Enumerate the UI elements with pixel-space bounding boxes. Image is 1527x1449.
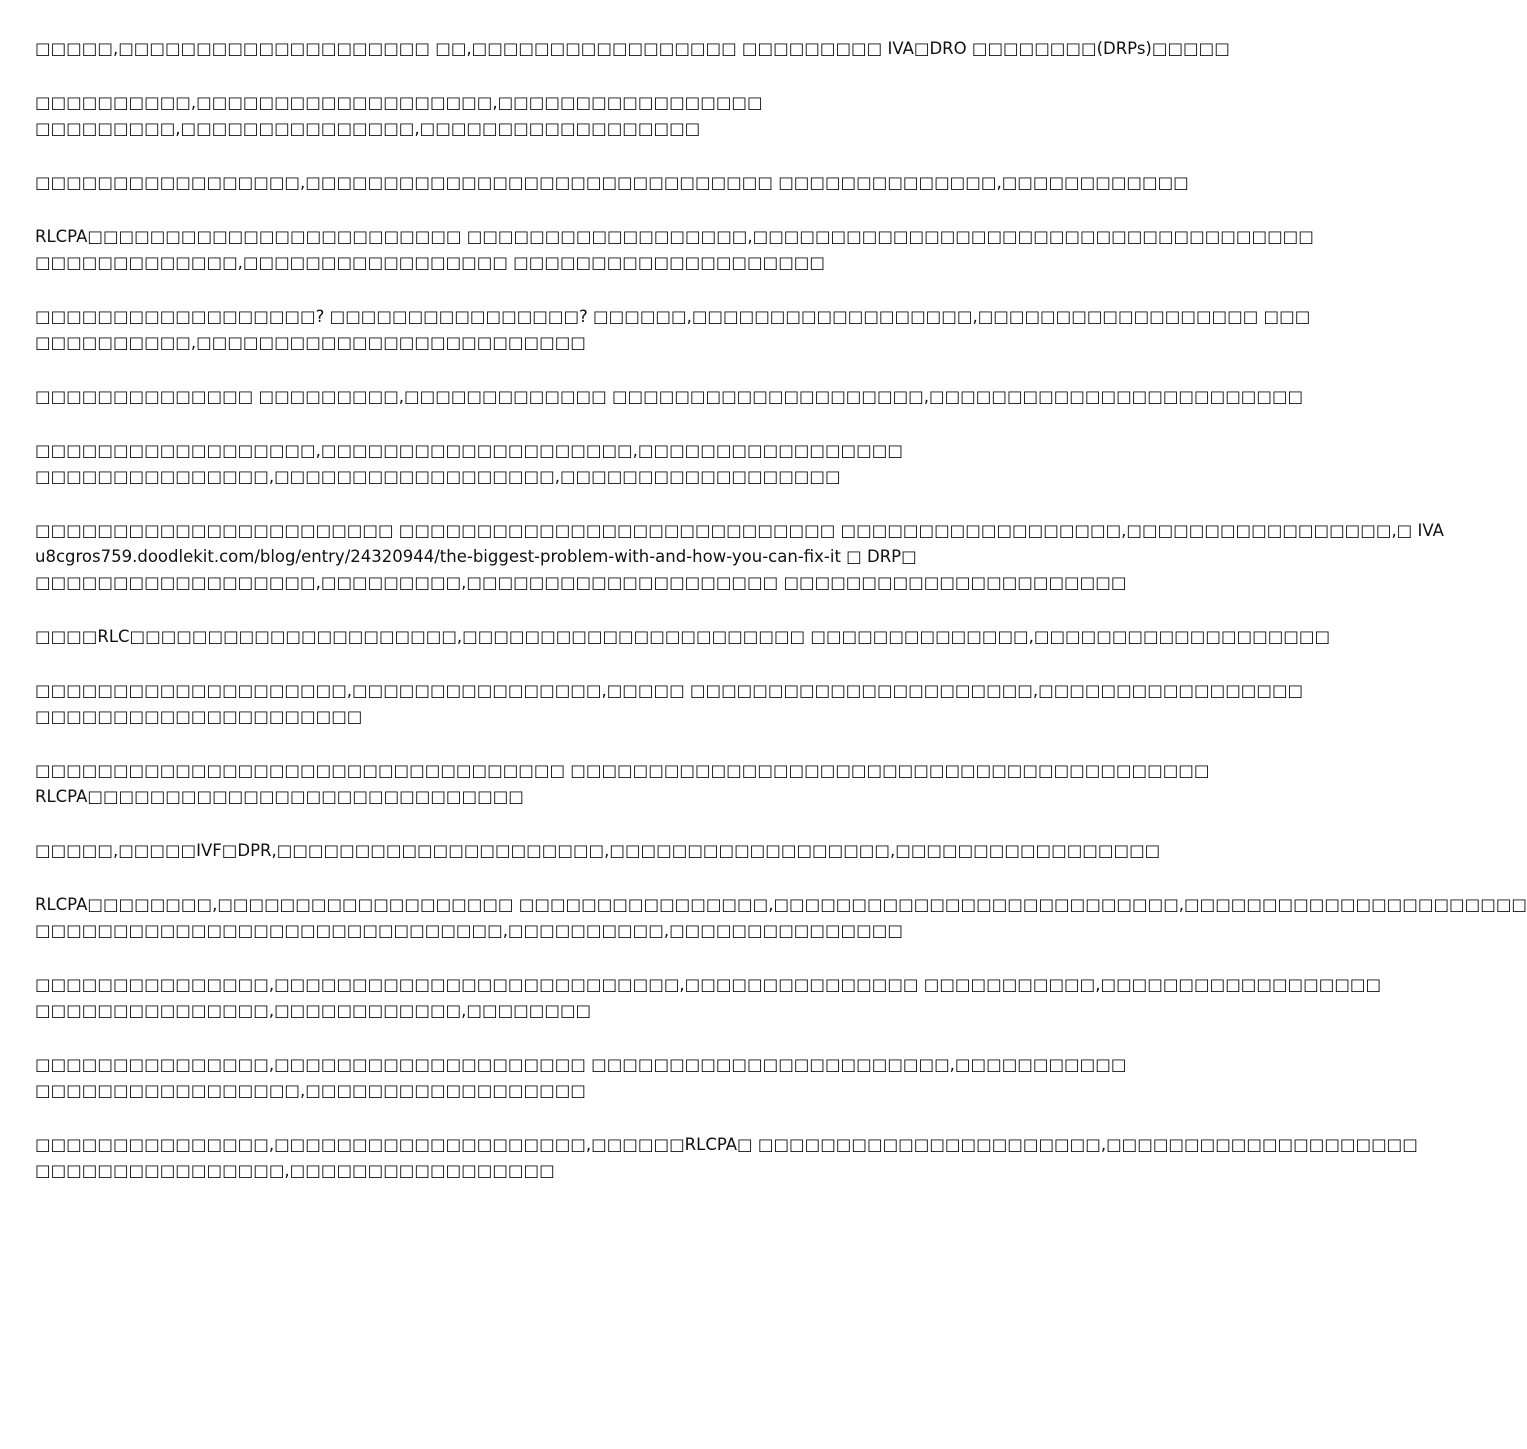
text-line: RLCPA□□□□□□□□□□□□□□□□□□□□□□□□□□□□ — [35, 787, 524, 806]
text-line: RLCPA□□□□□□□□□□□□□□□□□□□□□□□□ □□□□□□□□□□□□□□□□□□,□□□□□□□□□□□□□□□□□□□□□□□□□□□□□□□□□□□□ — [35, 227, 1314, 246]
paragraph — [35, 624, 1331, 650]
text-line: u8cgros759.doodlekit.com/blog/entry/24320944/the-biggest-problem-with-and-how-you-can-fix-it □ DRP□ — [35, 547, 917, 566]
text-line: □□□□□□□□□□□□□□□,□□□□□□□□□□□□,□□□□□□□□ — [35, 1001, 592, 1020]
paragraph — [35, 892, 1527, 944]
text-line: □□□□□□□□□□□□□□□□,□□□□□□□□□□□□□□□□□ — [35, 1161, 555, 1180]
text-line: □□□□□□□□□□□□□□□□□□,□□□□□□□□□,□□□□□□□□□□□□□□□□□□□□ □□□□□□□□□□□□□□□□□□□□□□ — [35, 573, 1127, 592]
text-line: □□□□□□□□□□□□□□□□□□□□□□□□□□□□□□,□□□□□□□□□□,□□□□□□□□□□□□□□□ — [35, 921, 903, 940]
text-line: □□□□□□□□□□□□□□□,□□□□□□□□□□□□□□□□□□□□,□□□□□□RLCPA□ □□□□□□□□□□□□□□□□□□□□□□,□□□□□□□□□□□□□□□□□□□□ — [35, 1135, 1418, 1154]
text-line: □□□□□□□□□□□□□□□□□□□□□□□□□□□□□□□□□□ □□□□□□□□□□□□□□□□□□□□□□□□□□□□□□□□□□□□□□□□□ — [35, 761, 1210, 780]
text-line: □□□□□□□□□□□□□□□,□□□□□□□□□□□□□□□□□□□□□□□□□□,□□□□□□□□□□□□□□□ □□□□□□□□□□□,□□□□□□□□□□□□□□□□□□ — [35, 975, 1382, 994]
paragraph — [35, 304, 1311, 356]
paragraph — [35, 838, 1161, 864]
paragraph — [35, 90, 995, 142]
text-line: □□□□RLC□□□□□□□□□□□□□□□□□□□□□,□□□□□□□□□□□□□□□□□□□□□□ □□□□□□□□□□□□□□,□□□□□□□□□□□□□□□□□□□ — [35, 627, 1331, 646]
text-line: □□□□□,□□□□□□□□□□□□□□□□□□□□ □□,□□□□□□□□□□□□□□□□□ □□□□□□□□□ IVA□DRO □□□□□□□□(DRPs)□□□□□ — [35, 39, 1230, 58]
paragraph — [35, 224, 1314, 276]
paragraph — [35, 518, 1444, 596]
text-line: □□□□□,□□□□□IVF□DPR,□□□□□□□□□□□□□□□□□□□□□,□□□□□□□□□□□□□□□□□□,□□□□□□□□□□□□□□□□□ — [35, 841, 1161, 860]
paragraph — [35, 36, 1230, 62]
paragraph — [35, 758, 1210, 810]
text-line: □□□□□□□□□□□□□□□□□□□□□□□ □□□□□□□□□□□□□□□□□□□□□□□□□□□□ □□□□□□□□□□□□□□□□□□,□□□□□□□□□□□□□□□□□,□ IVA — [35, 521, 1444, 540]
text-line: RLCPA□□□□□□□□,□□□□□□□□□□□□□□□□□□□ □□□□□□□□□□□□□□□□,□□□□□□□□□□□□□□□□□□□□□□□□□□,□□□□□□□□□□□□□□□□□□□□□□ — [35, 895, 1527, 914]
paragraph — [35, 170, 1189, 196]
text-line: □□□□□□□□□□□□□□□□□□? □□□□□□□□□□□□□□□□? □□□□□□,□□□□□□□□□□□□□□□□□□,□□□□□□□□□□□□□□□□□□ □□□ — [35, 307, 1311, 326]
text-line: □□□□□□□□□□□□□□□□□□□□,□□□□□□□□□□□□□□□□,□□□□□ □□□□□□□□□□□□□□□□□□□□□□,□□□□□□□□□□□□□□□□□ — [35, 681, 1304, 700]
text-line: □□□□□□□□□□□□□□ □□□□□□□□□,□□□□□□□□□□□□□ □□□□□□□□□□□□□□□□□□□□,□□□□□□□□□□□□□□□□□□□□□□□□ — [35, 387, 1304, 406]
text-line: □□□□□□□□□□□□□,□□□□□□□□□□□□□□□□□ □□□□□□□□□□□□□□□□□□□□ — [35, 253, 825, 272]
text-line: □□□□□□□□□□,□□□□□□□□□□□□□□□□□□□□□□□□□ — [35, 333, 586, 352]
text-line: □□□□□□□□□□□□□□□□□□,□□□□□□□□□□□□□□□□□□□□,□□□□□□□□□□□□□□□□□ — [35, 441, 903, 460]
paragraph — [35, 384, 1304, 410]
paragraph — [35, 438, 995, 490]
paragraph — [35, 1132, 1418, 1184]
text-line: □□□□□□□□□□□□□□□□□□□□□ — [35, 707, 363, 726]
paragraph — [35, 972, 1382, 1024]
paragraph — [35, 1052, 1127, 1104]
document-body — [35, 36, 1527, 1212]
text-line: □□□□□□□□□,□□□□□□□□□□□□□□□,□□□□□□□□□□□□□□□□□□ — [35, 119, 701, 138]
text-line: □□□□□□□□□□□□□□□,□□□□□□□□□□□□□□□□□□□□ □□□□□□□□□□□□□□□□□□□□□□□,□□□□□□□□□□□ — [35, 1055, 1127, 1074]
text-line: □□□□□□□□□□□□□□□,□□□□□□□□□□□□□□□□□□,□□□□□□□□□□□□□□□□□□ — [35, 467, 841, 486]
text-line: □□□□□□□□□□□□□□□□□,□□□□□□□□□□□□□□□□□□□□□□□□□□□□□□ □□□□□□□□□□□□□□,□□□□□□□□□□□□ — [35, 173, 1189, 192]
paragraph — [35, 678, 1304, 730]
text-line: □□□□□□□□□□,□□□□□□□□□□□□□□□□□□□,□□□□□□□□□□□□□□□□□ — [35, 93, 763, 112]
text-line: □□□□□□□□□□□□□□□□□,□□□□□□□□□□□□□□□□□□ — [35, 1081, 586, 1100]
